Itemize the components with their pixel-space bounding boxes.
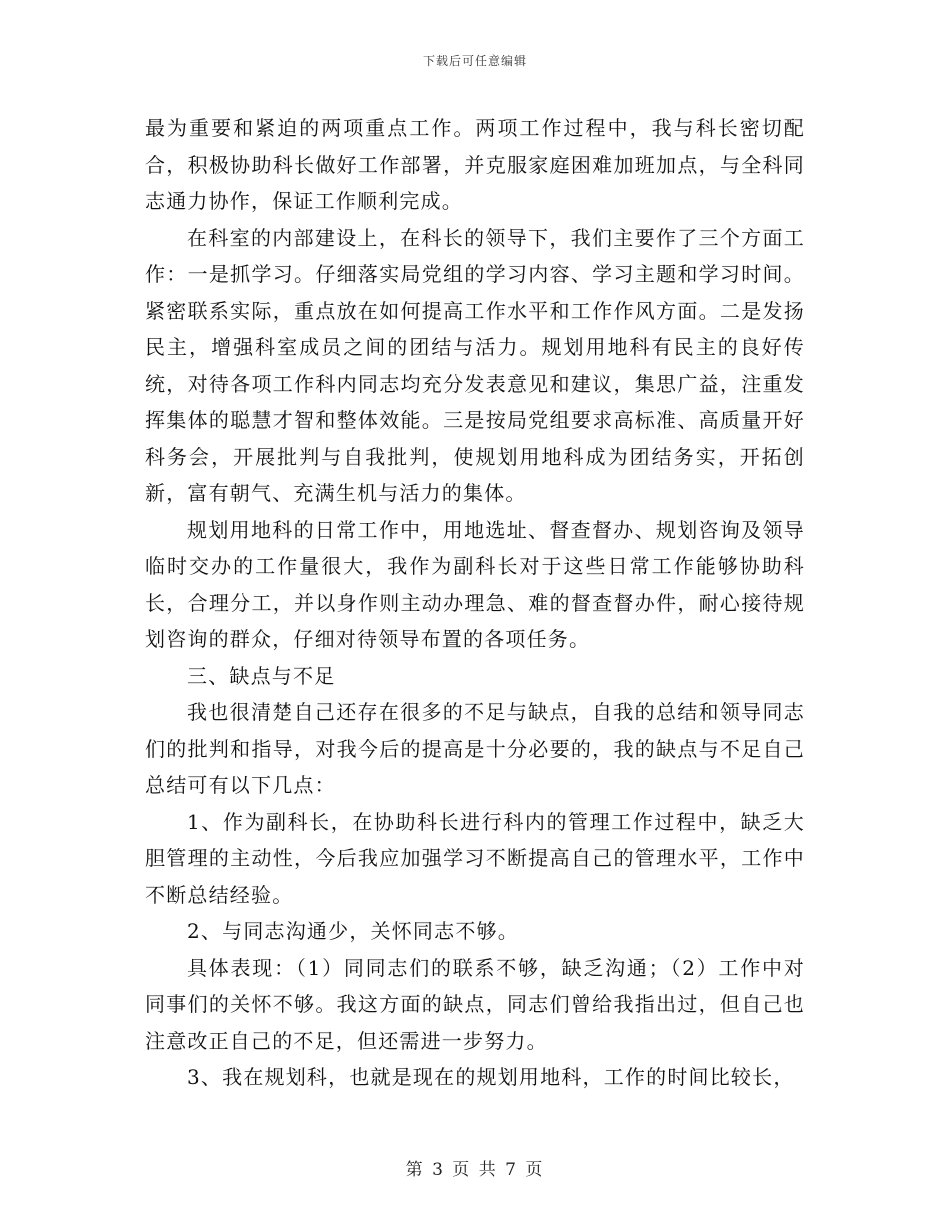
paragraph-4: 我也很清楚自己还存在很多的不足与缺点，自我的总结和领导同志们的批判和指导，对我今后的提高是十分必要的，我的缺点与不足自己总结可有以下几点： [145,700,805,797]
list-item-3: 3、我在规划科，也就是现在的规划用地科，工作的时间比较长， [187,1065,795,1089]
paragraph-2: 在科室的内部建设上，在科长的领导下，我们主要作了三个方面工作：一是抓学习。仔细落实局党组的学习内容、学习主题和学习时间。紧密联系实际，重点放在如何提高工作水平和工作作风方面。二是发扬民主，增强科室成员之间的团结与活力。规划用地科有民主的良好传统，对待各项工作科内同志均充分发表意见和建议，集思广益，注重发挥集体的聪慧才智和整体效能。三是按局党组要求高标准、高质量开好科务会，开展批判与自我批判，使规划用地科成为团结务实，开拓创新，富有朝气、充满生机与活力的集体。 [145,225,805,505]
list-item-1: 1、作为副科长，在协助科长进行科内的管理工作过程中，缺乏大胆管理的主动性，今后我应加强学习不断提高自己的管理水平，工作中不断总结经验。 [145,809,805,907]
header-note: 下载后可任意编辑 [422,54,527,68]
list-item-2: 2、与同志沟通少，关怀同志不够。 [187,919,519,943]
section-heading: 三、缺点与不足 [187,663,336,688]
paragraph-1: 最为重要和紧迫的两项重点工作。两项工作过程中，我与科长密切配合，积极协助科长做好工作部署，并克服家庭困难加班加点，与全科同志通力协作，保证工作顺利完成。 [145,116,805,213]
paragraph-3: 规划用地科的日常工作中，用地选址、督查督办、规划咨询及领导临时交办的工作量很大，我作为副科长对于这些日常工作能够协助科长，合理分工，并以身作则主动办理急、难的督查督办件，耐心接待规划咨询的群众，仔细对待领导布置的各项任务。 [145,517,805,651]
document-body [145,110,805,1096]
paragraph-5: 具体表现：（1）同同志们的联系不够，缺乏沟通；（2）工作中对同事们的关怀不够。我这方面的缺点，同志们曾给我指出过，但自己也注意改正自己的不足，但还需进一步努力。 [145,955,805,1053]
page-number: 第 3 页 共 7 页 [405,1160,545,1180]
